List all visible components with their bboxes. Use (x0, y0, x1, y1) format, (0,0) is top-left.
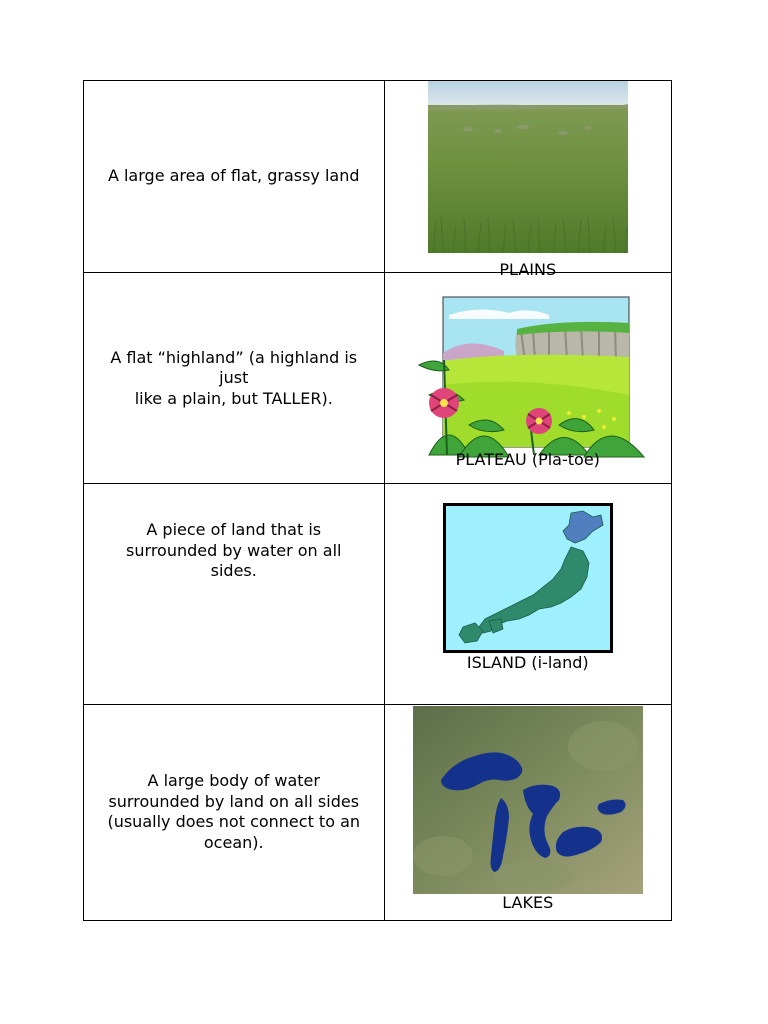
table-row-island (84, 484, 672, 704)
table-row-lakes (84, 704, 672, 920)
island-map (443, 503, 613, 653)
caption-plateau: PLATEAU (Pla-toe) (455, 450, 600, 470)
vocabulary-table (83, 80, 672, 921)
caption-plains: PLAINS (499, 260, 557, 279)
grassland-photo (428, 81, 628, 253)
definition-line: A flat “highland” (a highland is (110, 347, 358, 367)
definition-line: (usually does not connect to an (107, 812, 361, 832)
picture-cell (384, 484, 672, 704)
lakes-satellite (413, 706, 643, 894)
definition-cell (84, 484, 385, 704)
definition-line: like a plain, but TALLER). (134, 388, 333, 408)
lily-flower-right (526, 408, 552, 434)
definition-line: A large area of flat, grassy land (107, 166, 360, 186)
definition-line: surrounded by water on all (126, 540, 342, 560)
plateau-clipart (409, 295, 649, 461)
table-row-plateau (84, 273, 672, 484)
definition-line: ocean). (203, 832, 264, 852)
definition-line: surrounded by land on all sides (108, 791, 360, 811)
picture-cell (384, 81, 672, 279)
picture-cell (384, 273, 672, 484)
definition-line: just (219, 368, 249, 388)
definition-line: A large body of water (147, 771, 320, 791)
caption-island: ISLAND (i-land) (466, 653, 589, 673)
lily-flower-left (429, 388, 459, 418)
definition-cell (84, 81, 385, 273)
caption-lakes: LAKES (502, 892, 554, 912)
definition-line: A piece of land that is (146, 520, 322, 540)
picture-cell (384, 704, 672, 920)
definition-cell (84, 273, 385, 484)
definition-cell (84, 704, 385, 920)
definition-line: sides. (210, 561, 257, 581)
table-row-plains (84, 81, 672, 273)
